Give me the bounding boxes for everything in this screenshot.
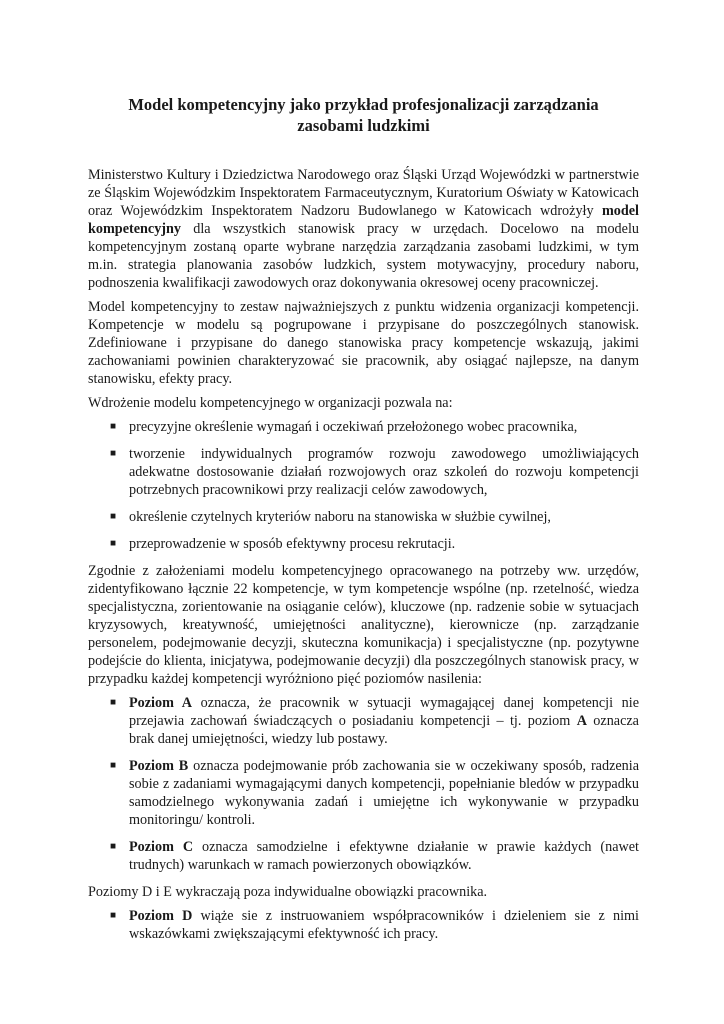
- bullet-icon: ■: [110, 538, 117, 549]
- intro-text-b: dla wszystkich stanowisk pracy w urzędach. Docelowo na modelu kompetencyjnym zostaną oparte wybrane narzędzia zarządzania zasobami ludzkimi, w tym m.in. strategia planowania zasobów ludzkich, system motywacyjny, procedury naboru, podnoszenia kwalifikacji zawodowych oraz dokonywania okresowej oceny pracowniczej.: [88, 221, 639, 291]
- level-label: Poziom A: [129, 695, 193, 711]
- list-item: [88, 445, 639, 499]
- competencies-paragraph: Zgodnie z założeniami modelu kompetencyjnego opracowanego na potrzeby ww. urzędów, zidentyfikowano łącznie 22 kompetencje, w tym kompetencje wspólne (np. rzetelność, wiedza specjalistyczna, zorientowanie na osiąganie celów), kluczowe (np. radzenie sobie w sytuacjach kryzysowych, kreatywność, umiejętności analityczne), kierownicze (np. zarządzanie personelem, podejmowanie decyzji, skuteczna komunikacja) i specjalistyczne (np. pozytywne podejście do klienta, inicjatywa, podejmowanie decyzji) dla poszczególnych stanowisk pracy, w przypadku każdej kompetencji wyróżniono pięć poziomów nasilenia:: [88, 563, 639, 687]
- bullet-icon: ■: [110, 697, 117, 708]
- level-label: Poziom B: [129, 758, 189, 774]
- benefits-list: [88, 418, 639, 553]
- level-label-inline: A: [576, 713, 587, 729]
- document-title: Model kompetencyjny jako przykład profesjonalizacji zarządzania zasobami ludzkimi: [128, 95, 599, 135]
- list-item-text: tworzenie indywidualnych programów rozwoju zawodowego umożliwiających adekwatne dostosowanie działań rozwojowych oraz szkoleń do rozwoju kompetencji potrzebnych pracownikowi przy realizacji celów zawodowych,: [129, 446, 639, 498]
- level-text: oznacza samodzielne i efektywne działanie w prawie każdych (nawet trudnych) warunkach w ramach powierzonych obowiązków.: [129, 839, 639, 873]
- bullet-icon: ■: [110, 448, 117, 459]
- bullet-icon: ■: [110, 841, 117, 852]
- level-text-cont: oznacza brak danej umiejętności, wiedzy lub postawy.: [129, 713, 639, 747]
- level-text: oznacza, że pracownik w sytuacji wymagającej danej kompetencji nie przejawia zachowań świadczących o posiadaniu kompetencji – tj. poziom: [129, 695, 639, 729]
- levels-de-paragraph: Poziomy D i E wykraczają poza indywidualne obowiązki pracownika.: [88, 884, 488, 900]
- document-page: [88, 94, 639, 952]
- level-label: Poziom D: [129, 908, 193, 924]
- list-item-text: określenie czytelnych kryteriów naboru na stanowiska w służbie cywilnej,: [129, 509, 551, 525]
- levels-list: [88, 694, 639, 874]
- level-item: [88, 907, 639, 943]
- bullet-icon: ■: [110, 910, 117, 921]
- list-item: [88, 418, 639, 436]
- level-label: Poziom C: [129, 839, 194, 855]
- intro-text-a: Ministerstwo Kultury i Dziedzictwa Narodowego oraz Śląski Urząd Wojewódzki w partnerstwie ze Śląskim Wojewódzkim Inspektoratem Farmaceutycznym, Kuratorium Oświaty w Katowicach oraz Wojewódzkim Inspektoratem Nadzoru Budowlanego w Katowicach wdrożyły: [88, 167, 639, 219]
- level-item: [88, 838, 639, 874]
- intro-paragraph: [88, 166, 639, 292]
- bullet-icon: ■: [110, 421, 117, 432]
- list-item-text: precyzyjne określenie wymagań i oczekiwań przełożonego wobec pracownika,: [129, 419, 578, 435]
- list-item: [88, 535, 639, 553]
- intro-bold-term: model kompetencyjny: [88, 203, 639, 237]
- list-item-text: przeprowadzenie w sposób efektywny procesu rekrutacji.: [129, 536, 456, 552]
- definition-paragraph: Model kompetencyjny to zestaw najważniejszych z punktu widzenia organizacji kompetencji. Kompetencje w modelu są pogrupowane i przypisane do poszczególnych stanowisk. Zdefiniowane i przypisane do danego stanowiska pracy kompetencje wskazują, jakimi zachowaniami powinien charakteryzować sie pracownik, aby osiągać najlepsze, na danym stanowisku, efekty pracy.: [88, 299, 639, 387]
- bullet-icon: ■: [110, 511, 117, 522]
- level-item: [88, 694, 639, 748]
- list-item: [88, 508, 639, 526]
- levels-de-list: [88, 907, 639, 943]
- bullet-icon: ■: [110, 760, 117, 771]
- level-text: oznacza podejmowanie prób zachowania sie w oczekiwany sposób, radzenia sobie z zadaniami wymagającymi danych kompetencji, popełnianie bledów w przypadku samodzielnego wykonywania zadań i umiejętne ich wykonywanie w przypadku monitoringu/ kontroli.: [129, 758, 640, 828]
- level-text: wiąże sie z instruowaniem współpracowników i dzieleniem sie z nimi wskazówkami zwiększającymi efektywność ich pracy.: [129, 908, 639, 942]
- benefits-intro: Wdrożenie modelu kompetencyjnego w organizacji pozwala na:: [88, 395, 453, 411]
- level-item: [88, 757, 639, 829]
